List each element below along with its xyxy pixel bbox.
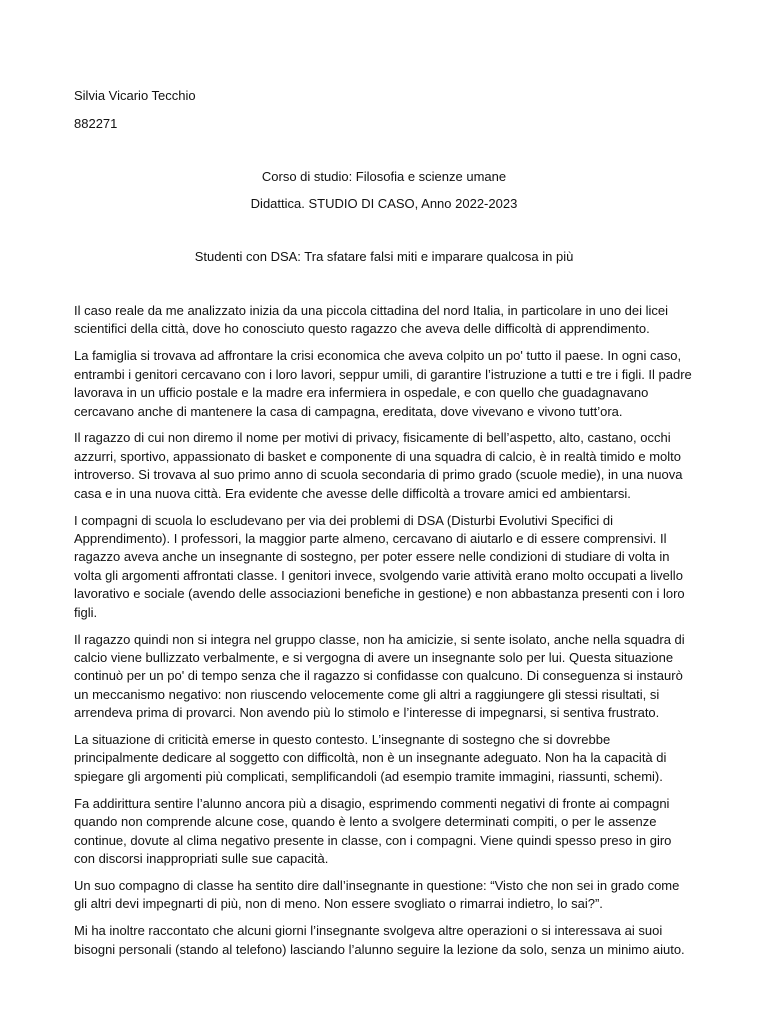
paragraph: Mi ha inoltre raccontato che alcuni giorni l’insegnante svolgeva altre operazioni o si interessava ai suoi bisogni personali (stando al telefono) lasciando l’alunno seguire la lezione da solo, senza un minimo aiuto. bbox=[74, 923, 685, 957]
paragraph: Il ragazzo di cui non diremo il nome per motivi di privacy, fisicamente di bell’aspetto, alto, castano, occhi azzurri, sportivo, appassionato di basket e componente di una squadra di calcio, è in realtà timido e molto introverso. Si trovava al suo primo anno di scuola secondaria di primo grado (scuole medie), in una nuova casa e in una nuova città. Era evidente che avesse delle difficoltà a trovare amici ed ambientarsi. bbox=[74, 430, 683, 501]
author-name: Silvia Vicario Tecchio bbox=[74, 88, 196, 103]
paragraph: Fa addirittura sentire l’alunno ancora più a disagio, esprimendo commenti negativi di fronte ai compagni quando non comprende alcune cose, quando è lento a svolgere determinati compiti, o per le assenze continue, dovute al clima negativo presente in classe, con i compagni. Viene quindi spesso preso in giro con discorsi inappropriati sulle sue capacità. bbox=[74, 795, 672, 866]
paragraph: La famiglia si trovava ad affrontare la crisi economica che aveva colpito un po' tutto il paese. In ogni caso, entrambi i genitori cercavano con i loro lavori, seppur umili, di garantire l’istruzione a tutti e tre i figli. Il padre lavorava in un ufficio postale e la madre era infermiera in ospedale, e con quello che guadagnavano cercavano anche di mantenere la casa di campagna, ereditata, dove vivevano e vivono tutt’ora. bbox=[74, 348, 692, 419]
paragraph: Il caso reale da me analizzato inizia da una piccola cittadina del nord Italia, in particolare in uno dei licei scientifici della città, dove ho conosciuto questo ragazzo che aveva delle difficoltà di apprendimento. bbox=[74, 303, 669, 337]
course-heading: Corso di studio: Filosofia e scienze umane bbox=[261, 169, 507, 184]
subject-heading: Didattica. STUDIO DI CASO, Anno 2022-2023 bbox=[250, 196, 518, 211]
document-title: Studenti con DSA: Tra sfatare falsi miti e imparare qualcosa in più bbox=[194, 249, 574, 264]
document-body bbox=[74, 302, 694, 968]
paragraph: Il ragazzo quindi non si integra nel gruppo classe, non ha amicizie, si sente isolato, anche nella squadra di calcio viene bullizzato verbalmente, e si vergogna di avere un insegnante solo per lui. Questa situazione continuò per un po' di tempo senza che il ragazzo si confidasse con qualcuno. Di conseguenza si instaurò un meccanismo negativo: non riuscendo velocemente come gli altri a raggiungere gli stessi risultati, si arrendeva prima di provarci. Non avendo più lo stimolo e l’interesse di impegnarsi, si sentiva frustrato. bbox=[74, 631, 685, 721]
paragraph: La situazione di criticità emerse in questo contesto. L’insegnante di sostegno che si dovrebbe principalmente dedicare al soggetto con difficoltà, non è un insegnante adeguato. Non ha la capacità di spiegare gli argomenti più complicati, semplificandoli (ad esempio tramite immagini, riassunti, schemi). bbox=[74, 732, 667, 784]
paragraph: Un suo compagno di classe ha sentito dire dall’insegnante in questione: “Visto che non sei in grado come gli altri devi impegnarti di più, non di meno. Non essere svogliato o rimarrai indietro, lo sai?”. bbox=[74, 877, 680, 912]
student-id: 882271 bbox=[74, 116, 118, 131]
paragraph: I compagni di scuola lo escludevano per via dei problemi di DSA (Disturbi Evolutivi Specifici di Apprendimento). I professori, la maggior parte almeno, cercavano di aiutarlo e di essere comprensivi. Il ragazzo aveva anche un insegnante di sostegno, per poter essere nelle condizioni di studiare di volta in volta gli argomenti affrontati classe. I genitori invece, svolgendo varie attività erano molto occupati a livello lavorativo e sociale (avendo delle associazioni benefiche in gestione) e non abbastanza presenti con i loro figli. bbox=[74, 512, 685, 620]
